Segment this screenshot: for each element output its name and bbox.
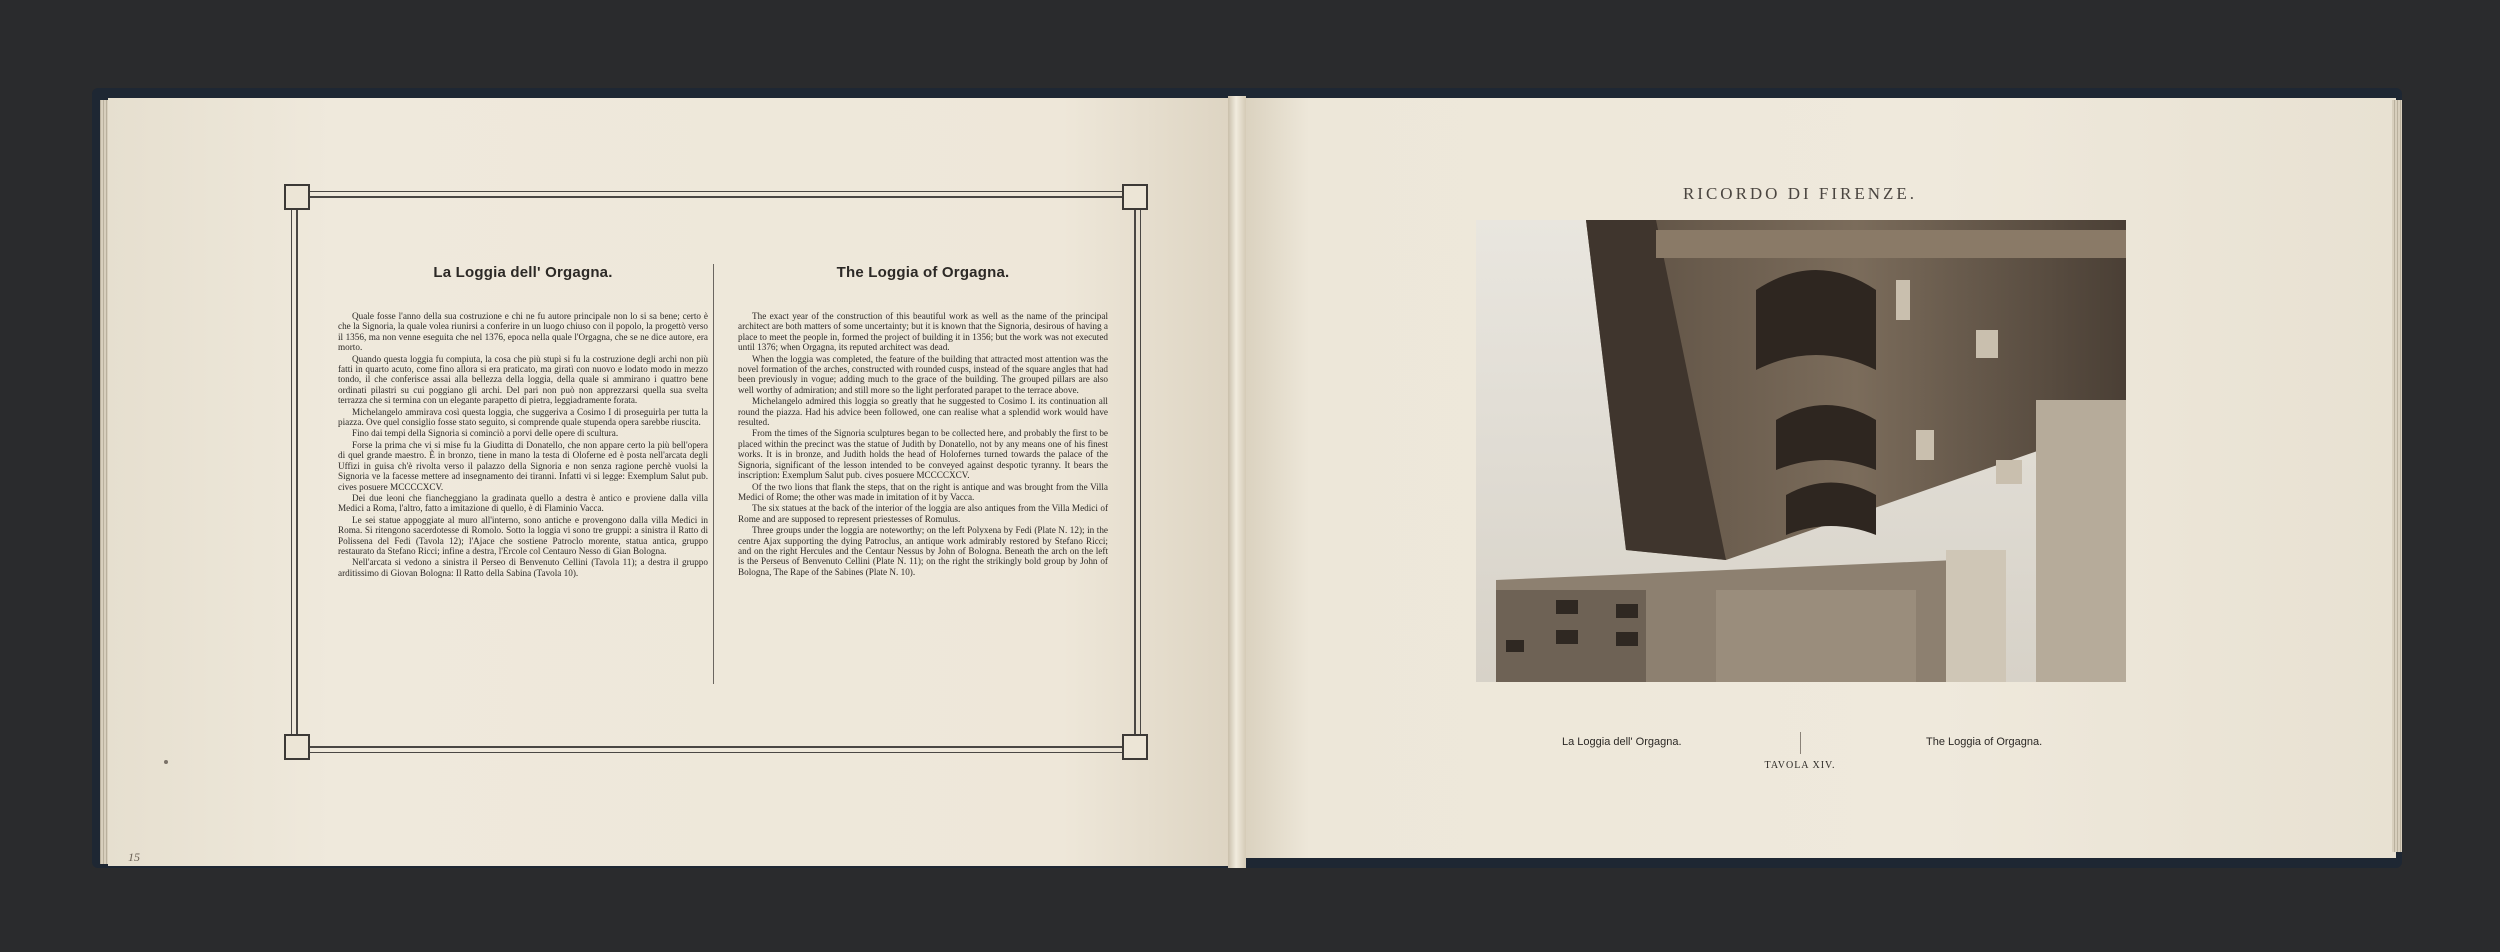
- english-title: The Loggia of Orgagna.: [836, 264, 1010, 281]
- italian-paragraph: Forse la prima che vi si mise fu la Giuditta di Donatello, che non appare certo la più bell'opera di quel grande maestro. È in bronzo, tiene in mano la testa di Oloferne ed è posta nell'arcata degli Uffizi in guisa ch'è rivolta verso il palazzo della Signoria e non senza ragione perchè vuolsi la Signoria ve la facesse mettere ad insegnamento dei tiranni. Infatti vi si legge: Exemplum Salut pub. cives posuere MCCCCXCV.: [338, 439, 708, 492]
- english-paragraph: The exact year of the construction of this beautiful work as well as the name of the principal architect are both matters of some uncertainty; but it is known that the Signoria, desirous of having a place to meet the people in, formed the project of building it in 1356; but the work was not executed until 1376; when Orgagna, its reputed architect was dead.: [738, 311, 1108, 353]
- italian-title: La Loggia dell' Orgagna.: [433, 264, 613, 281]
- english-paragraph: When the loggia was completed, the feature of the building that attracted most attention was the novel formation of the arches, constructed with rounded cusps, instead of the square angles that had been previously in vogue; adding much to the grace of the building. The grouped pillars are also well worthy of admiration; and still more so the light perforated parapet to the terrace above.: [738, 353, 1108, 395]
- english-paragraph: The six statues at the back of the interior of the loggia are also antiques from the Villa Medici of Rome and are supposed to represent priestesses of Romulus.: [738, 503, 1108, 524]
- ornament-corner-icon: [284, 734, 310, 760]
- english-column: [738, 264, 1108, 578]
- english-paragraph: From the times of the Signoria sculptures began to be collected here, and probably the first to be placed within the precinct was the statue of Judith by Donatello, not by any means one of his finest works. It is in bronze, and Judith holds the head of Holofernes turned towards the palace of the Signoria, significant of the lesson intended to be conveyed against despotic tyranny. It bears the inscription: Exemplum Salut pub. cives posuere MCCCCXCV.: [738, 428, 1108, 481]
- column-divider: [713, 264, 714, 684]
- caption-divider: [1800, 732, 1801, 754]
- page-header: RICORDO DI FIRENZE.: [1682, 184, 1918, 203]
- caption-italian: La Loggia dell' Orgagna.: [1562, 736, 1682, 748]
- italian-paragraph: Michelangelo ammirava così questa loggia, che suggeriva a Cosimo I di proseguirla per tutta la piazza. Ove quel consiglio fosse stato seguito, si comprende quale stupenda opera sarebbe riuscita.: [338, 406, 708, 428]
- loggia-photograph-image: [1476, 220, 2126, 682]
- italian-paragraph: Le sei statue appoggiate al muro all'interno, sono antiche e provengono dalla villa Medici in Roma. Si ritengono sacerdotesse di Romolo. Sotto la loggia vi sono tre gruppi: a sinistra il Ratto di Polissena del Fedi (Tavola 12); l'Ajace che sostiene Patroclo morente, statua antica, gruppo restaurato da Stefano Ricci; infine a destra, l'Ercole col Centauro Nesso di Gian Bologna.: [338, 514, 708, 556]
- italian-column: [338, 264, 708, 579]
- italian-paragraph: Dei due leoni che fiancheggiano la gradinata quello a destra è antico e proviene dalla villa Medici a Roma, l'altro, fatto a imitazione di quello, è di Flaminio Vacca.: [338, 492, 708, 514]
- right-page-edges: [2392, 100, 2402, 852]
- italian-paragraph: Fino dai tempi della Signoria si cominciò a porvi delle opere di scultura.: [352, 428, 619, 439]
- ornament-corner-icon: [1122, 184, 1148, 210]
- italian-paragraph: Nell'arcata si vedono a sinistra il Perseo di Benvenuto Cellini (Tavola 11); a destra il gruppo arditissimo di Giovan Bologna: Il Ratto della Sabina (Tavola 10).: [338, 557, 708, 578]
- page-number: 15: [128, 850, 140, 864]
- italian-paragraph: Quando questa loggia fu compiuta, la cosa che più stupì si fu la costruzione degli archi non più fatti in quarto acuto, come fino allora si era praticato, ma giratì con nuovo e lodato modo in mezzo tondo, il che conferisce assai alla bellezza della loggia, della quale si ammirano i quattro bene ordinati pilastri su cui poggiano gli archi. Del pari non può non apprezzarsi quella sua svelta terrazza che si termina con un elegante parapetto di pietra, leggiadramente forata.: [338, 353, 708, 406]
- book-gutter: [1228, 96, 1246, 868]
- english-paragraph: Of the two lions that flank the steps, that on the right is antique and was brought from the Villa Medici of Rome; the other was made in imitation of it by Vacca.: [738, 481, 1108, 502]
- italian-paragraph: Quale fosse l'anno della sua costruzione e chi ne fu autore principale non lo si sa bene; certo è che la Signoria, la quale volea riunirsi a conferire in un luogo chiuso con il popolo, la progettò verso il 1356, ma non venne eseguita che nel 1376, epoca nella quale l'Orgagna, che se ne dice autore, era morto.: [338, 311, 708, 353]
- ornament-corner-icon: [1122, 734, 1148, 760]
- caption-english: The Loggia of Orgagna.: [1926, 736, 2043, 748]
- plate-label: TAVOLA XIV.: [1764, 760, 1836, 771]
- english-paragraph: Michelangelo admired this loggia so greatly that he suggested to Cosimo I. its continuation all round the piazza. Had his advice been followed, one can realise what a splendid work would have resulted.: [738, 396, 1108, 428]
- text-frame: [296, 196, 1136, 748]
- paper-spot: [164, 760, 168, 764]
- english-paragraph: Three groups under the loggia are noteworthy; on the left Polyxena by Fedi (Plate N. 12); in the centre Ajax supporting the dying Patroclus, an antique work admirably restored by Stefano Ricci; and on the right Hercules and the Centaur Nessus by John of Bologna. Beneath the arch on the left is the Perseus of Benvenuto Cellini (Plate N. 11); on the right the strikingly bold group by John of Bologna, The Rape of the Sabines (Plate N. 10).: [738, 525, 1108, 577]
- loggia-photograph: [1476, 220, 2126, 682]
- ornament-corner-icon: [284, 184, 310, 210]
